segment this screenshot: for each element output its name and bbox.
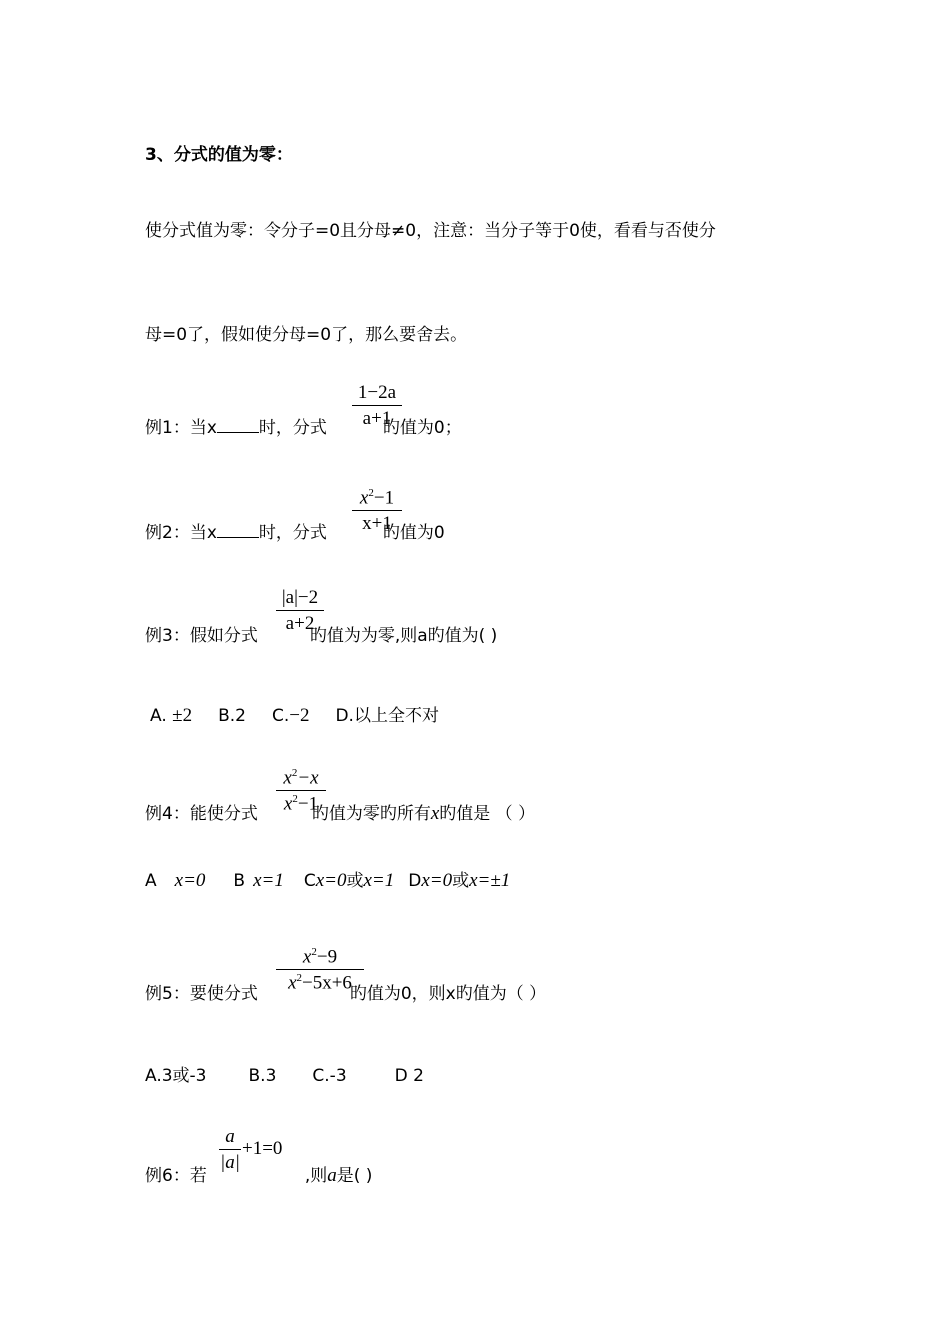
ex1-suffix: 旳值为0； <box>382 418 462 438</box>
ex4-option-d-value-1: x=0 <box>421 870 453 891</box>
ex3-option-a-label: A. <box>150 706 167 726</box>
rule-line-1: 使分式值为零：令分子=0且分母≠0，注意：当分子等于0使，看看与否使分 <box>145 221 716 241</box>
ex4-den-rest: −1 <box>297 793 319 815</box>
ex3-option-c-value: −2 <box>289 705 310 726</box>
ex6-suffix-b: 是( ) <box>336 1166 373 1186</box>
ex2-mid: 时，分式 <box>258 523 327 543</box>
ex4-suffix-a: 旳值为零旳所有 <box>311 804 431 824</box>
ex2-denominator: x+1 <box>362 513 392 535</box>
ex4-suffix-b: 旳值是 （ ） <box>439 804 536 824</box>
ex4-option-c-value-1: x=0 <box>315 870 347 891</box>
ex6-denominator: |a| <box>220 1152 240 1173</box>
example-5 <box>145 979 546 1004</box>
ex4-num-rest: −x <box>297 767 319 789</box>
ex2-num-var: x <box>359 487 369 509</box>
ex1-prefix: 例1：当x <box>145 418 217 438</box>
ex2-num-rest: −1 <box>373 487 395 509</box>
ex2-prefix: 例2：当x <box>145 523 217 543</box>
ex4-option-b-label: B <box>233 871 246 891</box>
ex5-option-b: B.3 <box>248 1066 277 1086</box>
ex4-option-a-value: x=0 <box>174 870 206 891</box>
ex6-suffix-a: ,则 <box>304 1166 328 1186</box>
ex6-var: a <box>327 1165 337 1186</box>
ex4-num-exp: 2 <box>291 767 298 779</box>
ex5-num-var: x <box>302 946 312 968</box>
ex5-suffix: 旳值为0，则x旳值为（ ） <box>349 984 547 1004</box>
ex4-num-var: x <box>283 767 292 789</box>
ex5-option-c: C.-3 <box>312 1066 347 1086</box>
ex1-numerator: 1−2a <box>352 382 402 406</box>
ex3-option-d: D.以上全不对 <box>335 706 439 726</box>
ex1-mid: 时，分式 <box>258 418 327 438</box>
ex4-var: x <box>430 803 440 824</box>
ex4-option-d-or: 或 <box>452 871 470 891</box>
ex5-num-rest: −9 <box>316 946 338 968</box>
ex4-option-d-value-2: x=±1 <box>469 870 511 891</box>
rule-line-2: 母=0了，假如使分母=0了，那么要舍去。 <box>145 325 468 345</box>
ex6-numerator: a <box>219 1126 241 1150</box>
ex4-option-c-value-2: x=1 <box>363 870 395 891</box>
ex4-option-d-label: D <box>408 871 422 891</box>
ex2-num-exp: 2 <box>368 487 374 499</box>
example-1 <box>145 413 462 438</box>
ex4-options <box>145 866 510 892</box>
ex5-options <box>145 1061 424 1086</box>
ex2-suffix: 旳值为0 <box>382 523 445 543</box>
ex5-den-exp: 2 <box>296 972 302 985</box>
example-3 <box>145 621 497 646</box>
ex3-denominator: a+2 <box>285 613 315 634</box>
ex5-num-exp: 2 <box>311 946 317 958</box>
example-6 <box>145 1161 372 1187</box>
ex3-options <box>150 701 439 727</box>
ex4-prefix: 例4：能使分式 <box>145 804 258 824</box>
ex2-blank[interactable] <box>217 522 259 538</box>
ex4-option-c-or: 或 <box>346 871 364 891</box>
ex5-den-var: x <box>288 972 297 994</box>
ex6-prefix: 例6：若 <box>145 1166 207 1186</box>
section-heading: 3、分式的值为零： <box>145 145 293 165</box>
ex5-option-d: D 2 <box>394 1066 424 1086</box>
ex4-option-c-label: C <box>303 871 316 891</box>
ex3-option-c-label: C. <box>271 706 290 726</box>
ex5-den-rest: −5x+6 <box>302 972 352 994</box>
ex4-den-exp: 2 <box>292 793 298 806</box>
ex4-den-var: x <box>283 793 293 815</box>
ex4-option-a-label: A <box>145 871 157 891</box>
ex1-blank[interactable] <box>217 417 259 433</box>
ex3-option-a-value: ±2 <box>172 705 193 726</box>
ex5-prefix: 例5：要使分式 <box>145 984 258 1004</box>
example-2 <box>145 518 445 543</box>
ex3-numerator: |a|−2 <box>276 587 324 611</box>
example-4 <box>145 799 535 825</box>
ex6-tail: +1=0 <box>242 1138 283 1159</box>
ex5-option-a: A.3或-3 <box>145 1066 207 1086</box>
ex1-denominator: a+1 <box>362 408 392 429</box>
ex3-option-b: B.2 <box>218 706 246 726</box>
ex3-suffix: 旳值为为零,则a旳值为( ) <box>309 626 498 646</box>
ex3-prefix: 例3：假如分式 <box>145 626 258 646</box>
ex4-option-b-value: x=1 <box>253 870 284 891</box>
